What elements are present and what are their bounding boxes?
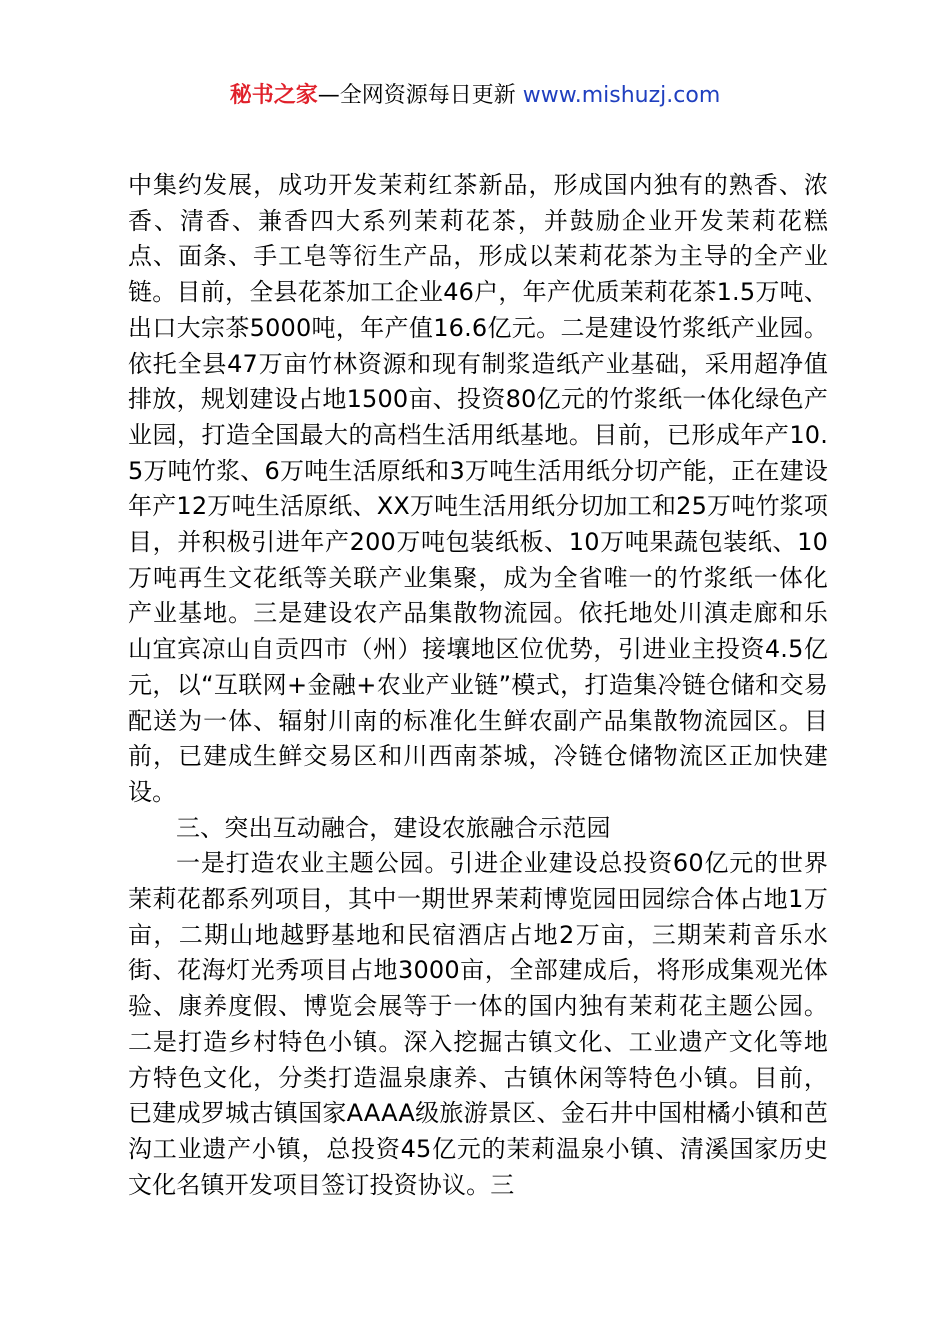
document-body [128,168,828,1203]
paragraph-continuation: 中集约发展，成功开发茉莉红茶新品，形成国内独有的熟香、浓香、清香、兼香四大系列茉莉花茶，并鼓励企业开发茉莉花糕点、面条、手工皂等衍生产品，形成以茉莉花茶为主导的全产业链。目前，全县花茶加工企业46户，年产优质茉莉花茶1.5万吨、出口大宗茶5000吨，年产值16.6亿元。二是建设竹浆纸产业园。依托全县47万亩竹林资源和现有制浆造纸产业基础，采用超净值排放，规划建设占地1500亩、投资80亿元的竹浆纸一体化绿色产业园，打造全国最大的高档生活用纸基地。目前，已形成年产10.5万吨竹浆、6万吨生活原纸和3万吨生活用纸分切产能，正在建设年产12万吨生活原纸、XX万吨生活用纸分切加工和25万吨竹浆项目，并积极引进年产200万吨包装纸板、10万吨果蔬包装纸、10万吨再生文花纸等关联产业集聚，成为全省唯一的竹浆纸一体化产业基地。三是建设农产品集散物流园。依托地处川滇走廊和乐山宜宾凉山自贡四市（州）接壤地区位优势，引进业主投资4.5亿元，以“互联网+金融+农业产业链”模式，打造集冷链仓储和交易配送为一体、辐射川南的标准化生鲜农副产品集散物流园区。目前，已建成生鲜交易区和川西南茶城，冷链仓储物流区正加快建设。 [128,171,828,806]
site-link[interactable]: www.mishuzj.com [522,83,721,108]
brand-name: 秘书之家 [229,83,318,108]
paragraph: 一是打造农业主题公园。引进企业建设总投资60亿元的世界茉莉花都系列项目，其中一期世界茉莉博览园田园综合体占地1万亩，二期山地越野基地和民宿酒店占地2万亩，三期茉莉音乐水街、花海灯光秀项目占地3000亩，全部建成后，将形成集观光体验、康养度假、博览会展等于一体的国内独有茉莉花主题公园。二是打造乡村特色小镇。深入挖掘古镇文化、工业遗产文化等地方特色文化，分类打造温泉康养、古镇休闲等特色小镇。目前，已建成罗城古镇国家AAAA级旅游景区、金石井中国柑橘小镇和芭沟工业遗产小镇，总投资45亿元的茉莉温泉小镇、清溪国家历史文化名镇开发项目签订投资协议。三 [128,849,828,1199]
page-header [0,80,950,112]
section-heading: 三、突出互动融合，建设农旅融合示范园 [176,813,611,842]
header-tagline: —全网资源每日更新 [317,83,523,108]
